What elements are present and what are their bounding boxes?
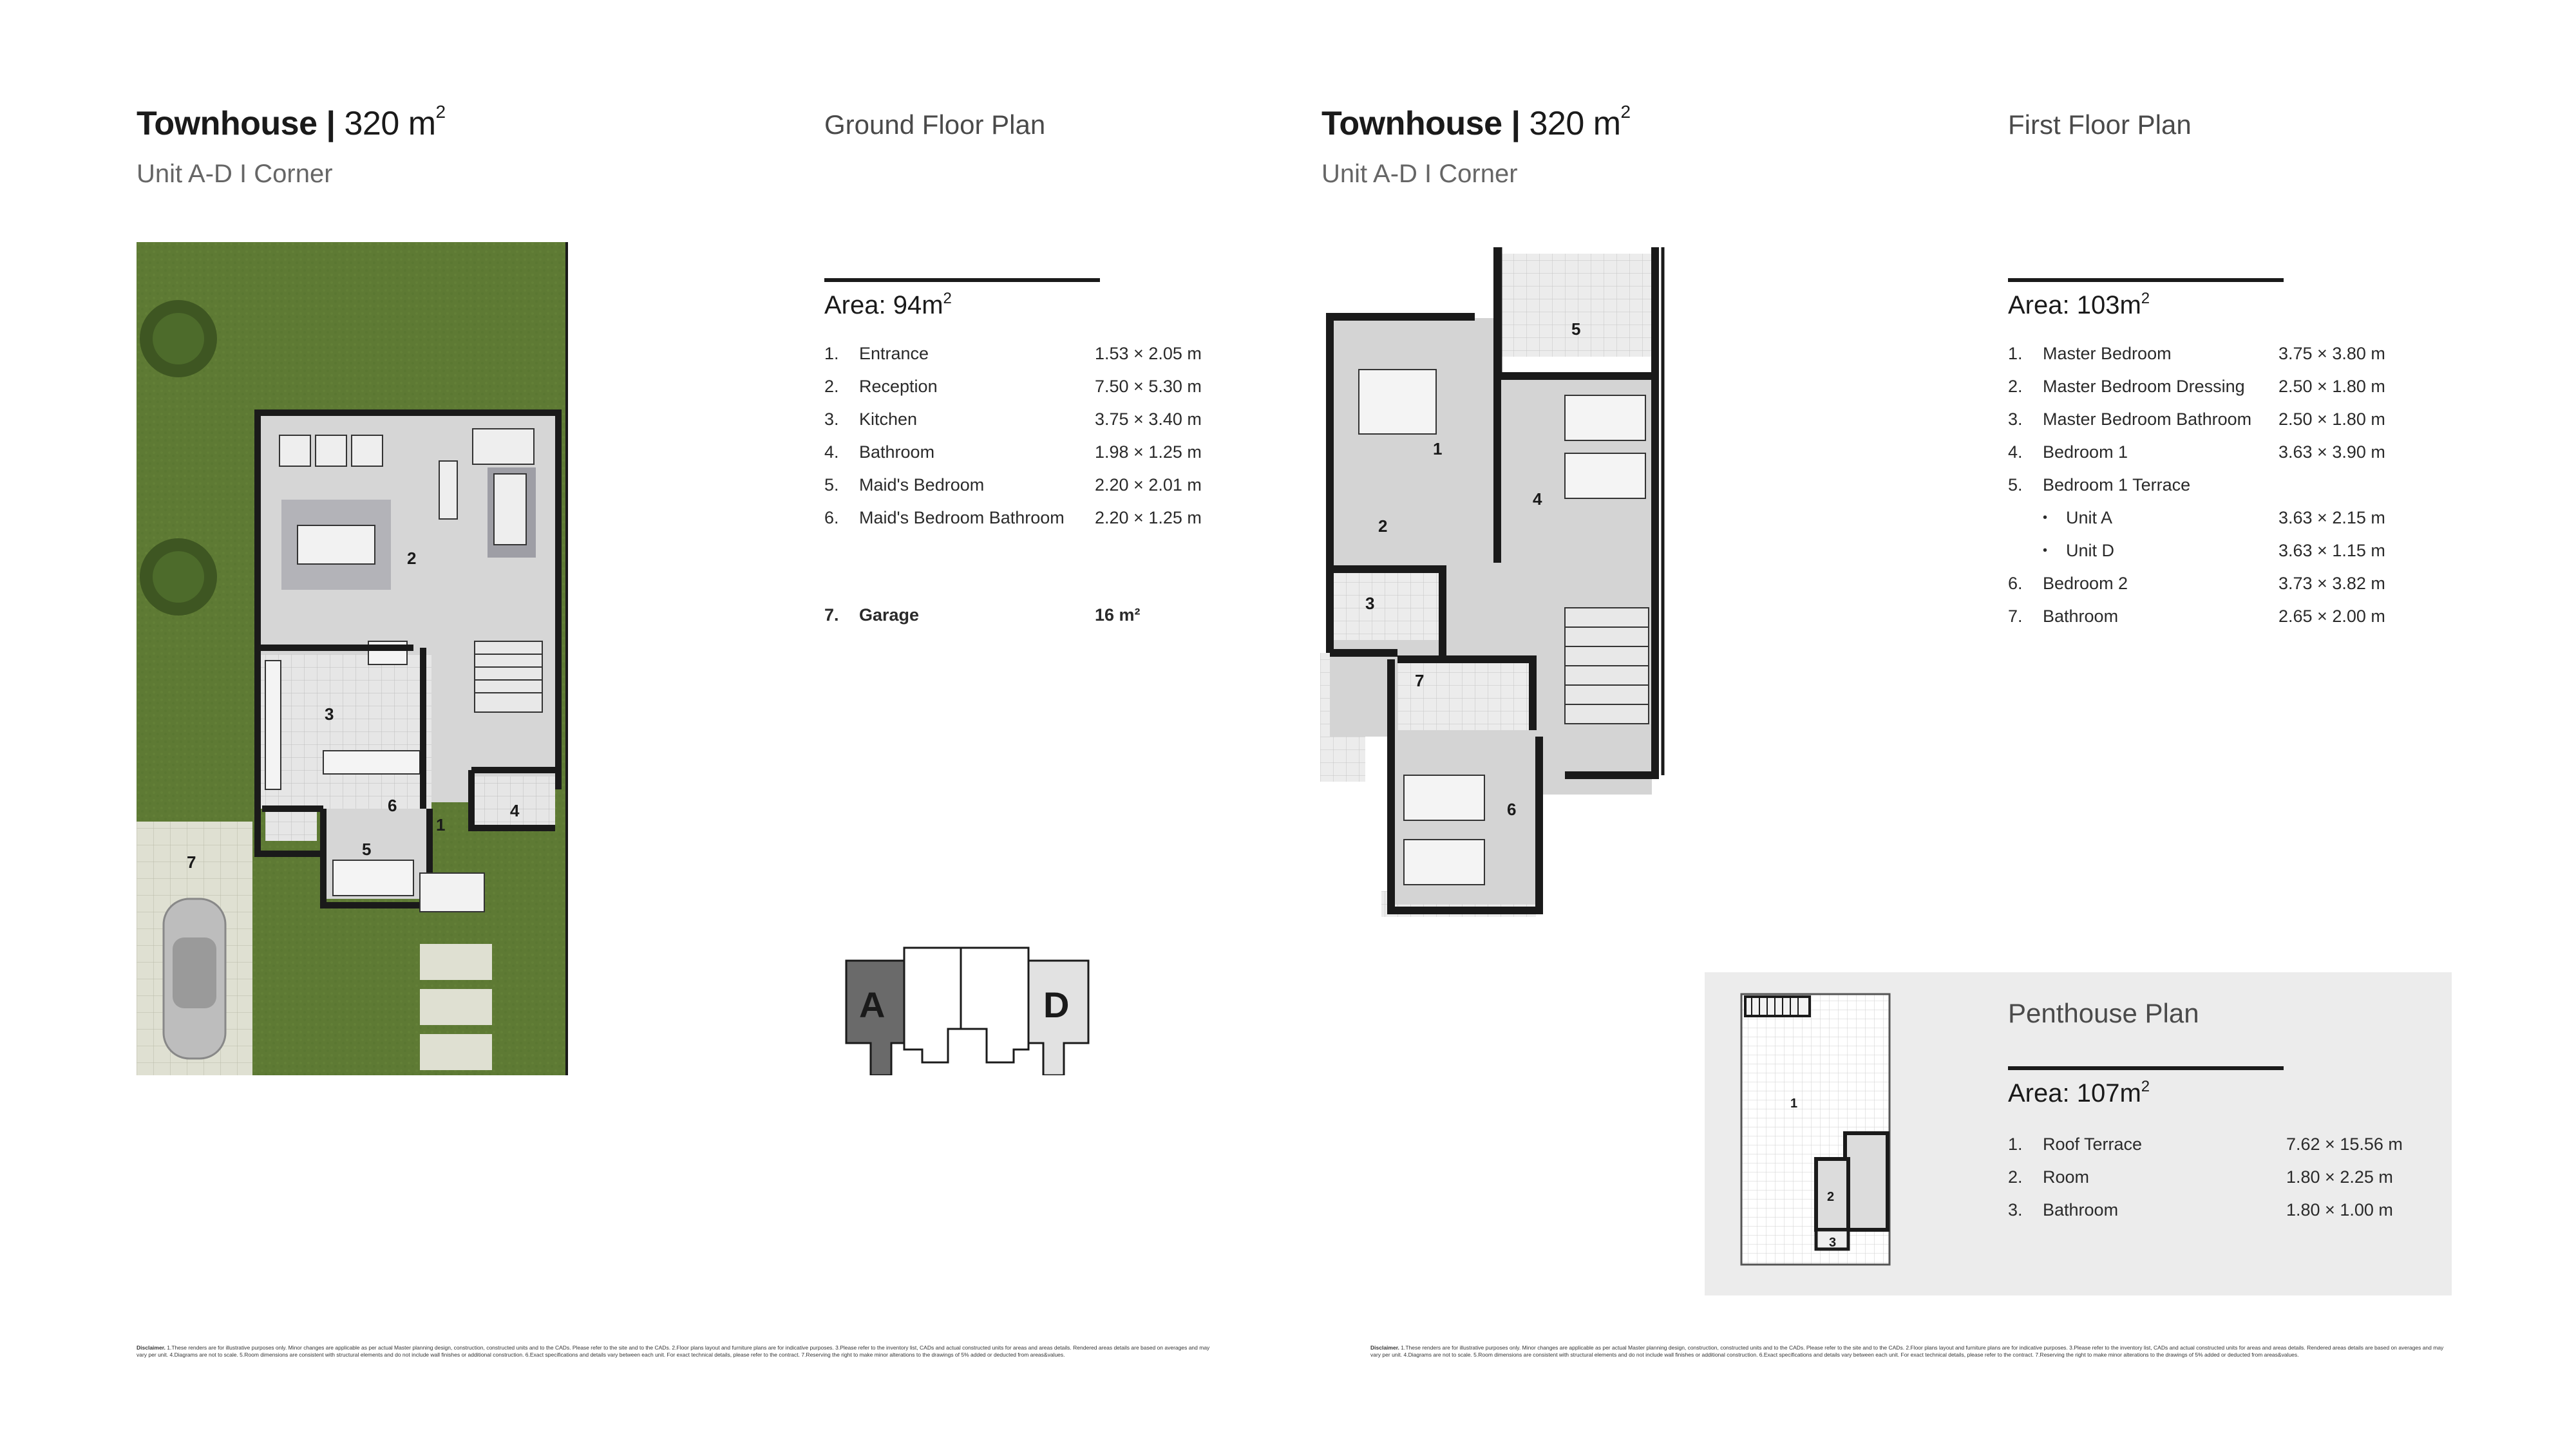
- plan-label: 6: [1507, 800, 1517, 819]
- room-name: Maid's Bedroom Bathroom: [859, 508, 1065, 527]
- room-num: 4.: [824, 442, 839, 462]
- maid-bed: [333, 860, 413, 896]
- room-num: 2.: [2008, 1167, 2023, 1187]
- bedroom1-bed: [1565, 453, 1645, 498]
- bedroom1-bed: [1565, 395, 1645, 440]
- staircase: [475, 641, 542, 712]
- room-num: 1.: [2008, 344, 2023, 363]
- disclaimer-label: Disclaimer.: [1370, 1344, 1399, 1351]
- list-item: [824, 377, 1224, 410]
- right-title: [1321, 104, 1631, 143]
- first-floor-rule: [2008, 278, 2284, 282]
- room-num: 7.: [2008, 607, 2023, 626]
- first-floor-room-list: [2008, 344, 2420, 639]
- unit-a-label: A: [859, 984, 886, 1025]
- maid-bath-floor: [265, 796, 317, 841]
- unit-b-block: [904, 948, 961, 1062]
- room-name: Entrance: [859, 344, 929, 363]
- room-num: 2.: [2008, 377, 2023, 396]
- ground-floor-rule: [824, 278, 1100, 282]
- list-item: [824, 475, 1224, 508]
- room-num: 3.: [2008, 410, 2023, 429]
- kitchen-counter: [265, 661, 281, 789]
- ground-floor-heading: Ground Floor Plan: [824, 109, 1046, 140]
- penthouse-area: [2008, 1079, 2150, 1108]
- right-title-separator: |: [1511, 105, 1520, 142]
- room-dim: 2.50 × 1.80 m: [2278, 377, 2385, 396]
- list-item: [2008, 442, 2420, 475]
- tree-canopy: [153, 551, 204, 603]
- room-dim: 16 m²: [1095, 605, 1141, 625]
- plan-label: 2: [1827, 1190, 1835, 1204]
- first-floor-area-sup: 2: [2141, 290, 2150, 307]
- bathroom7-floor: [1397, 659, 1533, 730]
- right-title-area-sup: 2: [1620, 102, 1631, 122]
- room-num: 3.: [824, 410, 839, 429]
- ground-floor-room-list: [824, 344, 1224, 541]
- dining-table: [298, 525, 375, 564]
- room-name: Roof Terrace: [2043, 1135, 2143, 1154]
- room-num: 7.: [824, 605, 839, 625]
- room-name: Bathroom: [2043, 607, 2119, 626]
- staircase: [1565, 608, 1649, 724]
- room-name: Room: [2043, 1167, 2090, 1187]
- list-item: [2008, 607, 2420, 639]
- roof-railing: [1745, 997, 1810, 1016]
- room-name: Master Bedroom: [2043, 344, 2172, 363]
- roof-room-block: [1845, 1133, 1888, 1230]
- plan-label: 5: [362, 840, 372, 859]
- first-floor-area: [2008, 291, 2150, 320]
- list-item: [824, 344, 1224, 377]
- plan-label: 4: [1533, 489, 1542, 509]
- armchair: [316, 435, 346, 466]
- room-name: Master Bedroom Dressing: [2043, 377, 2245, 396]
- room-name: Bedroom 1: [2043, 442, 2128, 462]
- room-num: 6.: [824, 508, 839, 527]
- room-dim: 3.63 × 2.15 m: [2278, 508, 2385, 527]
- unit-key-diagram: [845, 946, 1090, 1075]
- car-roof: [173, 937, 216, 1008]
- unit-d-label: D: [1043, 984, 1070, 1025]
- room-dim: 1.53 × 2.05 m: [1095, 344, 1202, 363]
- room-dim: 3.63 × 1.15 m: [2278, 541, 2385, 560]
- room-num: 3.: [2008, 1200, 2023, 1219]
- plan-label: 1: [1433, 439, 1443, 458]
- room-name: Kitchen: [859, 410, 918, 429]
- plan-label: 6: [388, 796, 397, 815]
- right-title-area: 320 m: [1529, 105, 1621, 142]
- terrace-5: [1501, 254, 1655, 357]
- ground-floor-area: [824, 291, 952, 320]
- walkway-tile: [420, 1034, 492, 1070]
- list-item: [2008, 475, 2420, 508]
- room-num: 5.: [2008, 475, 2023, 494]
- ground-floor-area-sup: 2: [943, 290, 952, 307]
- walkway-tile: [420, 944, 492, 980]
- penthouse-area-sup: 2: [2141, 1078, 2150, 1095]
- coffee-table: [494, 474, 526, 545]
- list-item: [2008, 1200, 2433, 1233]
- first-floor-heading: First Floor Plan: [2008, 109, 2192, 140]
- list-item: [2008, 410, 2420, 442]
- list-item: [2008, 508, 2420, 541]
- room-name: Master Bedroom Bathroom: [2043, 410, 2252, 429]
- first-floor-area-text: Area: 103m: [2008, 291, 2141, 319]
- right-disclaimer: [1370, 1344, 2452, 1359]
- tree-canopy: [153, 313, 204, 364]
- plan-label: 3: [325, 704, 334, 724]
- sofa: [473, 429, 534, 464]
- left-subtitle: Unit A-D I Corner: [137, 160, 333, 188]
- room-num: 4.: [2008, 442, 2023, 462]
- master-bath-floor: [1330, 569, 1443, 640]
- room-name: Bathroom: [859, 442, 935, 462]
- armchair: [352, 435, 383, 466]
- room-bullet: •: [2043, 543, 2048, 558]
- room-name: Garage: [859, 605, 920, 625]
- plan-label: 5: [1571, 319, 1581, 339]
- room-dim: 3.73 × 3.82 m: [2278, 574, 2385, 593]
- room-name: Bathroom: [2043, 1200, 2119, 1219]
- first-floor-plan: [1320, 247, 1668, 923]
- room-dim: 3.63 × 3.90 m: [2278, 442, 2385, 462]
- room-dim: 7.50 × 5.30 m: [1095, 377, 1202, 396]
- garage-list: [824, 605, 1224, 638]
- room-dim: 1.80 × 1.00 m: [2286, 1200, 2393, 1219]
- right-subtitle: Unit A-D I Corner: [1321, 160, 1518, 188]
- list-item: [2008, 344, 2420, 377]
- room-bullet: •: [2043, 511, 2048, 525]
- room-num: 2.: [824, 377, 839, 396]
- plan-label: 7: [187, 852, 196, 872]
- left-title: [137, 104, 446, 143]
- list-item: [824, 442, 1224, 475]
- plan-label: 1: [436, 815, 446, 834]
- room-name: Bedroom 2: [2043, 574, 2128, 593]
- left-title-type: Townhouse: [137, 105, 317, 142]
- list-item: [2008, 574, 2420, 607]
- plan-label: 7: [1415, 671, 1425, 690]
- list-item: [2008, 1135, 2433, 1167]
- room-num: 1.: [824, 344, 839, 363]
- room-name: Maid's Bedroom: [859, 475, 985, 494]
- room-dim: 2.20 × 1.25 m: [1095, 508, 1202, 527]
- list-item: [2008, 1167, 2433, 1200]
- list-item: [824, 410, 1224, 442]
- room-name: Reception: [859, 377, 938, 396]
- room-name: Bedroom 1 Terrace: [2043, 475, 2191, 494]
- ground-floor-plan: [137, 242, 568, 1075]
- plan-label: 4: [510, 801, 520, 820]
- kitchen-counter: [323, 751, 420, 774]
- bedroom2-bed: [1404, 775, 1484, 820]
- right-title-type: Townhouse: [1321, 105, 1502, 142]
- room-name: Unit A: [2066, 508, 2113, 527]
- plan-label: 3: [1365, 594, 1375, 613]
- entrance-canopy: [420, 873, 484, 912]
- penthouse-rule: [2008, 1066, 2284, 1070]
- room-dim: 1.80 × 2.25 m: [2286, 1167, 2393, 1187]
- armchair: [279, 435, 310, 466]
- room-dim: 2.65 × 2.00 m: [2278, 607, 2385, 626]
- left-title-area-sup: 2: [435, 102, 446, 122]
- tv-unit: [439, 461, 457, 519]
- master-bed: [1359, 370, 1436, 434]
- walkway-tile: [420, 989, 492, 1025]
- room-dim: 7.62 × 15.56 m: [2286, 1135, 2403, 1154]
- room-num: 5.: [824, 475, 839, 494]
- room-dim: 2.20 × 2.01 m: [1095, 475, 1202, 494]
- room-dim: 2.50 × 1.80 m: [2278, 410, 2385, 429]
- penthouse-heading: Penthouse Plan: [2008, 998, 2199, 1028]
- plan-label: 1: [1790, 1097, 1798, 1111]
- disclaimer-label: Disclaimer.: [137, 1344, 166, 1351]
- left-disclaimer: [137, 1344, 1218, 1359]
- room-dim: 1.98 × 1.25 m: [1095, 442, 1202, 462]
- list-item: [824, 605, 1224, 638]
- list-item: [2008, 377, 2420, 410]
- penthouse-area-text: Area: 107m: [2008, 1079, 2141, 1107]
- disclaimer-text: 1.These renders are for illustrative purposes only. Minor changes are applicable as per actual Master planning design, construction, constructed units and to the CADs. Please refer to the site and to the CADs. 2.Floor plans layout and furniture plans are for indicative purposes. 3.Please refer to the inventory list, CADs and actual constructed units for areas and areas details. Rendered areas details are based on averages and may vary per unit. 4.Diagrams are not to scale. 5.Room dimensions are consistent with structural elements and do not include wall finishes or additional construction. 6.Exact specifications and details vary between each unit. For exact technical details, please refer to the contract. 7.Reserving the right to make minor alterations to the drawings of 5% added or deducted from areas&values.: [1370, 1344, 2444, 1358]
- kitchen-floor: [258, 654, 431, 809]
- ground-floor-area-text: Area: 94m: [824, 291, 943, 319]
- left-title-separator: |: [326, 105, 336, 142]
- left-title-area: 320 m: [344, 105, 436, 142]
- room-dim: 3.75 × 3.40 m: [1095, 410, 1202, 429]
- plan-label: 2: [1378, 516, 1388, 536]
- penthouse-plan: [1739, 992, 1893, 1281]
- list-item: [824, 508, 1224, 541]
- unit-c-block: [961, 948, 1028, 1062]
- bedroom2-bed: [1404, 840, 1484, 885]
- room-num: 6.: [2008, 574, 2023, 593]
- room-num: 1.: [2008, 1135, 2023, 1154]
- room-name: Unit D: [2066, 541, 2115, 560]
- room-dim: 3.75 × 3.80 m: [2278, 344, 2385, 363]
- disclaimer-text: 1.These renders are for illustrative purposes only. Minor changes are applicable as per actual Master planning design, construction, constructed units and to the CADs. Please refer to the site and to the CADs. 2.Floor plans layout and furniture plans are for indicative purposes. 3.Please refer to the inventory list, CADs and actual constructed units for areas and areas details. Rendered areas details are based on averages and may vary per unit. 4.Diagrams are not to scale. 5.Room dimensions are consistent with structural elements and do not include wall finishes or additional construction. 6.Exact specifications and details vary between each unit. For exact technical details, please refer to the contract. 7.Reserving the right to make minor alterations to the drawings of 5% added or deducted from areas&values.: [137, 1344, 1210, 1358]
- plan-label: 3: [1829, 1236, 1837, 1250]
- plan-label: 2: [407, 549, 417, 568]
- penthouse-room-list: [2008, 1135, 2433, 1233]
- list-item: [2008, 541, 2420, 574]
